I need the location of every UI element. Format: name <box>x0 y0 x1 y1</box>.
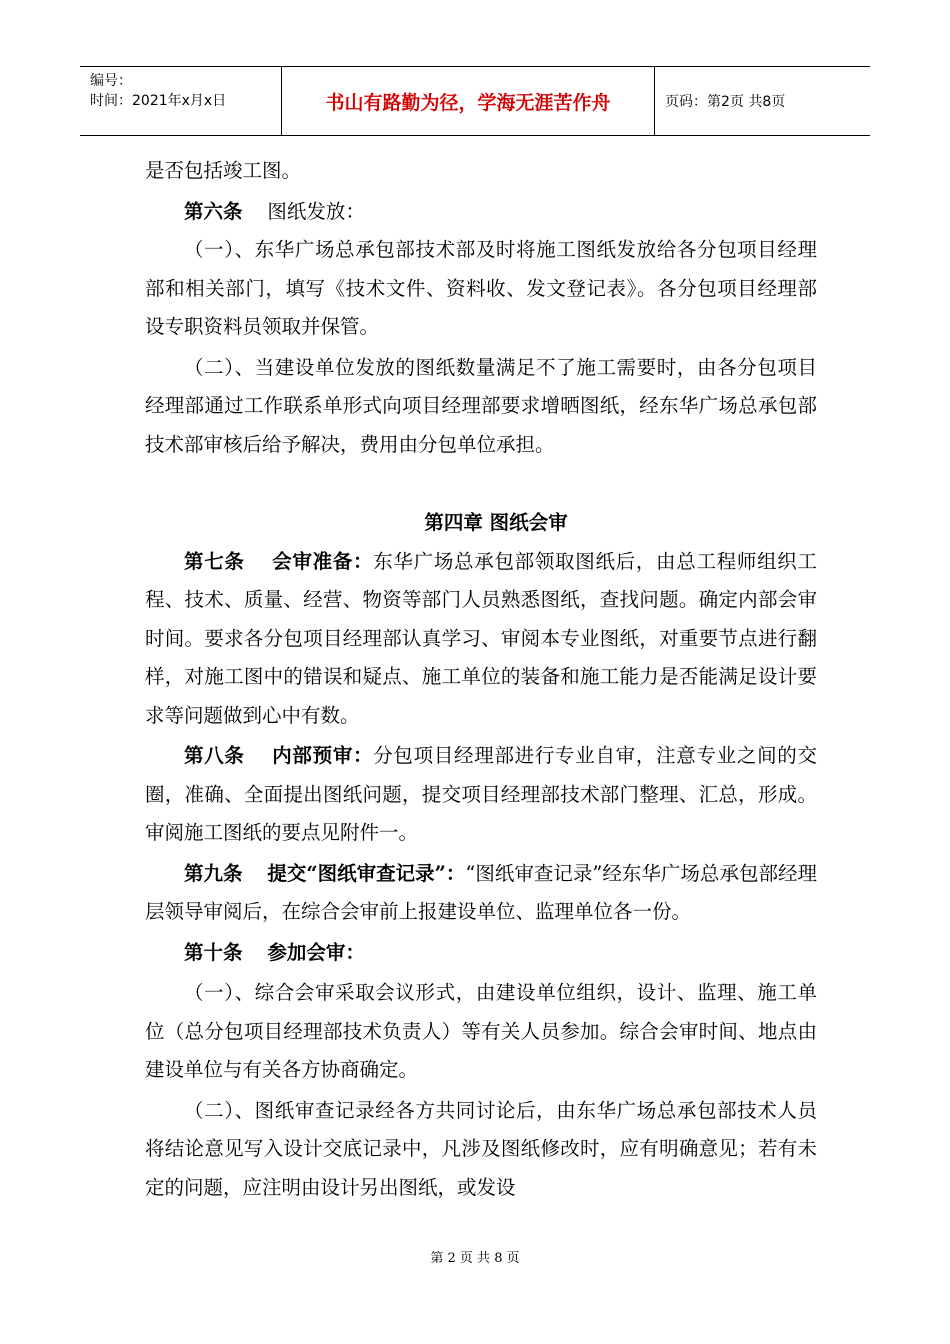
document-body <box>145 152 817 1207</box>
paragraph-text: （二）、当建设单位发放的图纸数量满足不了施工需要时，由各分包项目经理部通过工作联系单形式向项目经理部要求增晒图纸，经东华广场总承包部技术部审核后给予解决，费用由分包单位承担。 <box>145 355 817 456</box>
article-subtitle: 提交“图纸审查记录”： <box>267 861 466 885</box>
article-number: 第六条 <box>184 199 243 223</box>
article-9 <box>145 855 817 932</box>
article-text: 东华广场总承包部领取图纸后，由总工程师组织工程、技术、质量、经营、物资等部门人员熟悉图纸，查找问题。确定内部会审时间。要求各分包项目经理部认真学习、审阅本专业图纸，对重要节点进行翻样，对施工图中的错误和疑点、施工单位的装备和施工能力是否能满足设计要求等问题做到心中有数。 <box>145 549 817 727</box>
paragraph-text: （二）、图纸审查记录经各方共同讨论后，由东华广场总承包部技术人员将结论意见写入设计交底记录中，凡涉及图纸修改时，应有明确意见；若有未定的问题，应注明由设计另出图纸，或发设 <box>145 1098 817 1199</box>
header-page-info: 页码：第2页 共8页 <box>665 94 786 110</box>
paragraph-6-1 <box>145 231 817 347</box>
article-subtitle: 会审准备： <box>272 549 374 573</box>
article-number: 第十条 <box>184 940 243 964</box>
article-text: “图纸审查记录”经东华广场总承包部经理层领导审阅后，在综合会审前上报建设单位、监理单位各一份。 <box>145 861 817 923</box>
article-7 <box>145 543 817 736</box>
article-number: 第九条 <box>184 861 243 885</box>
paragraph-10-1 <box>145 974 817 1090</box>
article-text: 分包项目经理部进行专业自审，注意专业之间的交圈，准确、全面提出图纸问题，提交项目经理部技术部门整理、汇总，形成。审阅施工图纸的要点见附件一。 <box>145 744 817 844</box>
paragraph-text: （一）、东华广场总承包部技术部及时将施工图纸发放给各分包项目经理部和相关部门，填写《技术文件、资料收、发文登记表》。各分包项目经理部设专职资料员领取并保管。 <box>145 238 817 338</box>
paragraph-10-2 <box>145 1092 817 1208</box>
document-date-label: 时间：2021年x月x日 <box>90 93 227 109</box>
paragraph-6-2 <box>145 349 817 465</box>
page-footer: 第 2 页 共 8 页 <box>430 1251 520 1266</box>
paragraph-text: 是否包括竣工图。 <box>145 159 302 182</box>
article-10 <box>145 934 817 973</box>
article-number: 第八条 <box>184 744 245 767</box>
article-title: 图纸发放： <box>267 199 365 223</box>
article-8 <box>145 737 817 853</box>
article-subtitle: 内部预审： <box>272 744 374 767</box>
article-heading-6 <box>145 193 817 232</box>
page-header <box>80 66 870 136</box>
paragraph-text: （一）、综合会审采取会议形式，由建设单位组织，设计、监理、施工单位（总分包项目经理部技术负责人）等有关人员参加。综合会审时间、地点由建设单位与有关各方协商确定。 <box>145 981 817 1081</box>
document-number-label: 编号： <box>90 73 132 89</box>
paragraph-continuation <box>145 152 817 191</box>
article-number: 第七条 <box>184 549 245 573</box>
header-motto: 书山有路勤为径，学海无涯苦作舟 <box>282 67 655 135</box>
article-subtitle: 参加会审： <box>267 940 365 964</box>
chapter-title: 第四章 图纸会审 <box>424 511 568 534</box>
header-meta <box>80 67 282 135</box>
